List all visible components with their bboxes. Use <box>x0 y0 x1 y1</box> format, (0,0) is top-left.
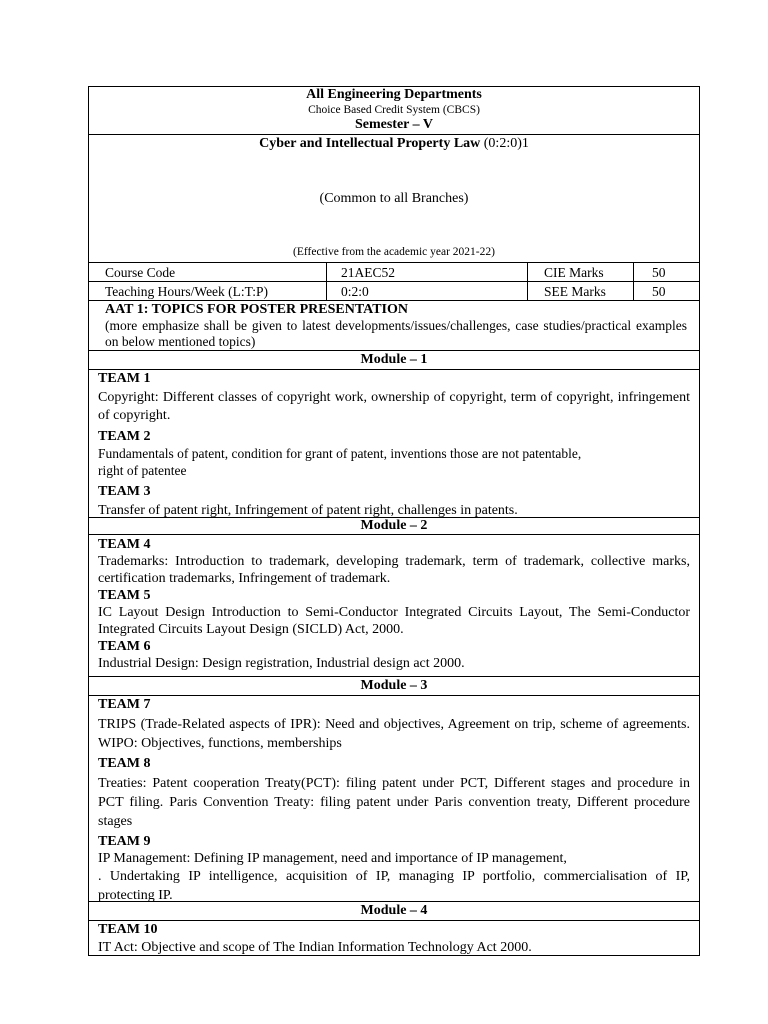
team-topics: Industrial Design: Design registration, Industrial design act 2000. <box>98 656 465 671</box>
cie-value: 50 <box>633 263 699 281</box>
module-4-body <box>89 921 699 955</box>
module-3-body <box>89 696 699 902</box>
team-heading: TEAM 5 <box>98 588 151 603</box>
syllabus-table <box>88 86 700 956</box>
module-header: Module – 4 <box>89 902 699 921</box>
course-code-value: 21AEC52 <box>326 263 527 281</box>
team-topics: Fundamentals of patent, condition for grant of patent, inventions those are not patentable, right of patentee <box>98 446 582 478</box>
team-heading: TEAM 4 <box>98 537 151 552</box>
cie-label: CIE Marks <box>527 263 633 281</box>
team-topics: Trademarks: Introduction to trademark, developing trademark, term of trademark, collective marks, certification trademarks, Infringement of trademark. <box>98 554 690 586</box>
team-heading: TEAM 6 <box>98 639 151 654</box>
team-topics: Transfer of patent right, Infringement of patent right, challenges in patents. <box>98 503 518 518</box>
team-topics: Copyright: Different classes of copyright work, ownership of copyright, term of copyright, infringement of copyright. <box>98 390 690 423</box>
info-row-1 <box>89 263 699 282</box>
module-2-body <box>89 535 699 677</box>
course-title: Cyber and Intellectual Property Law <box>259 136 481 151</box>
semester-label: Semester – V <box>354 117 434 132</box>
team-topics: . Undertaking IP intelligence, acquisition of IP, managing IP portfolio, commercialisation of IP, protecting IP. <box>98 869 690 903</box>
aat-title: AAT 1: TOPICS FOR POSTER PRESENTATION <box>105 302 409 317</box>
department-title: All Engineering Departments <box>306 87 482 102</box>
team-heading: TEAM 1 <box>98 371 151 386</box>
module-header: Module – 2 <box>89 518 699 535</box>
header-block <box>89 87 699 135</box>
common-note: (Common to all Branches) <box>319 191 469 206</box>
team-topics: TRIPS (Trade-Related aspects of IPR): Need and objectives, Agreement on trip, scheme of agreements. WIPO: Objectives, functions, memberships <box>98 717 690 751</box>
hours-value: 0:2:0 <box>326 282 527 300</box>
see-label: SEE Marks <box>527 282 633 300</box>
team-heading: TEAM 10 <box>98 922 158 937</box>
team-heading: TEAM 7 <box>98 697 151 712</box>
module-header: Module – 3 <box>89 677 699 696</box>
team-topics: Treaties: Patent cooperation Treaty(PCT): filing patent under PCT, Different stages and procedure in PCT filing. Paris Convention Treaty: filing patent under Paris convention treaty, Different procedure stages <box>98 776 690 829</box>
team-heading: TEAM 2 <box>98 429 151 444</box>
course-credits: (0:2:0)1 <box>483 136 529 151</box>
team-heading: TEAM 3 <box>98 484 151 499</box>
see-value: 50 <box>633 282 699 300</box>
system-subtitle: Choice Based Credit System (CBCS) <box>308 104 480 116</box>
course-title-line <box>89 136 699 152</box>
team-topics: IP Management: Defining IP management, need and importance of IP management, <box>98 851 567 866</box>
aat-note: (more emphasize shall be given to latest developments/issues/challenges, case studies/practical examples on below mentioned topics) <box>105 318 687 349</box>
info-row-2 <box>89 282 699 301</box>
module-header: Module – 1 <box>89 351 699 370</box>
hours-label: Teaching Hours/Week (L:T:P) <box>105 284 268 299</box>
course-code-label: Course Code <box>105 265 176 280</box>
effective-note: (Effective from the academic year 2021-22) <box>293 246 495 258</box>
team-topics: IC Layout Design Introduction to Semi-Conductor Integrated Circuits Layout, The Semi-Conductor Integrated Circuits Layout Design (SICLD) Act, 2000. <box>98 605 690 637</box>
module-1-body <box>89 370 699 518</box>
team-heading: TEAM 9 <box>98 834 151 849</box>
team-heading: TEAM 8 <box>98 756 151 771</box>
team-topics: IT Act: Objective and scope of The Indian Information Technology Act 2000. <box>98 940 532 955</box>
course-title-block <box>89 135 699 263</box>
aat-block <box>89 301 699 351</box>
